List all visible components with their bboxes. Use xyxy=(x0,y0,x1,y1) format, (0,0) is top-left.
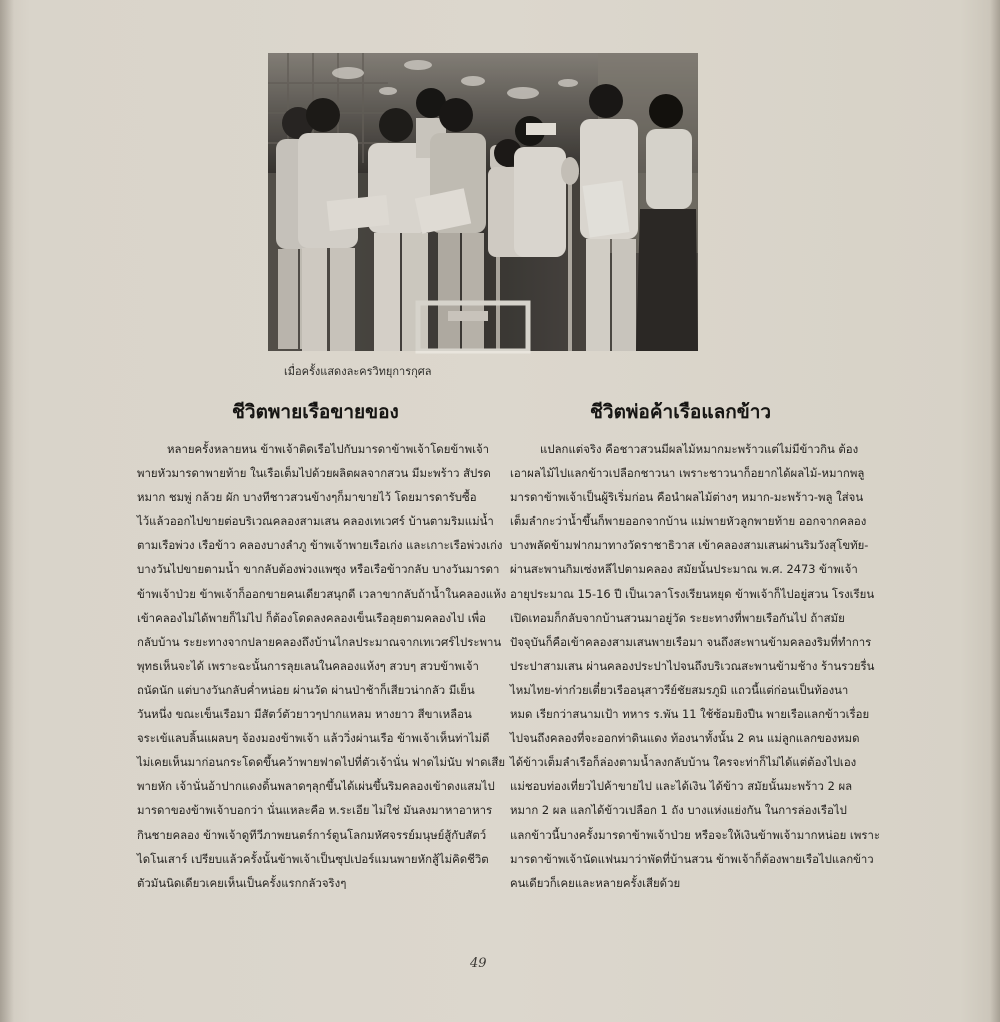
text-line: มารดาของข้าพเจ้าบอกว่า นั่นแหละคือ ห.ระเอีย ไม่ใช่ มันลงมาหาอาหาร xyxy=(137,803,493,818)
text-line: วันหนึ่ง ขณะเข็นเรือมา มีสัตว์ตัวยาวๆปากแหลม หางยาว สีขาเหลือน xyxy=(137,707,472,722)
text-line: หมาก ชมพู่ กล้วย ผัก บางทีชาวสวนข้างๆก็มาขายไว้ โดยมารดารับซื้อ xyxy=(137,490,477,505)
text-line: หมาก 2 ผล แลกได้ข้าวเปลือก 1 ถัง บางแห่งแย่งกัน ในการล่องเรือไป xyxy=(510,803,847,818)
text-line: เอาผลไม้ไปแลกข้าวเปลือกชาวนา เพราะชาวนาก็อยากได้ผลไม้-หมากพลู xyxy=(510,466,865,481)
right-column-title: ชีวิตพ่อค้าเรือแลกข้าว xyxy=(590,401,772,423)
text-line: พายหัวมารดาพายท้าย ในเรือเต็มไปด้วยผลิตผลจากสวน มีมะพร้าว สัปรด xyxy=(137,466,491,481)
text-line: ไปจนถึงคลองที่จะออกท่าดินแดง ท้องนาทั้งนั้น 2 คน แม่ลูกแลกของหมด xyxy=(510,731,860,746)
text-line: มารดาข้าพเจ้าเป็นผู้ริเริ่มก่อน คือนำผลไม้ต่างๆ หมาก-มะพร้าว-พลู ใส่จน xyxy=(510,490,864,505)
text-line: บางวันไปขายตามน้ำ ขากลับต้องพ่วงแพซุง หรือเรือข้าวกลับ บางวันมารดา xyxy=(137,562,500,577)
text-line: ประปาสามเสน ผ่านคลองประปาไปจนถึงบริเวณสะพานข้ามช้าง ร้านรวยรื่น xyxy=(510,658,875,673)
text-line: มารดาข้าพเจ้านัดแฟนมาว่าพัดที่บ้านสวน ข้าพเจ้าก็ต้องพายเรือไปแลกข้าว xyxy=(510,851,874,866)
text-line: ตามเรือพ่วง เรือข้าว คลองบางลำภู ข้าพเจ้าพายเรือเก่ง และเกาะเรือพ่วงเก่ง xyxy=(137,538,503,553)
text-line: จระเข้แลบลิ้นแผลบๆ จ้องมองข้าพเจ้า แล้ววิ่งผ่านเรือ ข้าพเจ้าเห็นท่าไม่ดี xyxy=(137,731,490,746)
text-line: เต็มลำกะว่าน้ำขึ้นก็พายออกจากบ้าน แม่พายหัวลูกพายท้าย ออกจากคลอง xyxy=(510,514,867,529)
text-line: แลกข้าวนี้บางครั้งมารดาข้าพเจ้าป่วย หรือจะให้เงินข้าพเจ้ามากหน่อย เพราะ xyxy=(510,827,880,842)
text-line: แปลกแต่จริง คือชาวสวนมีผลไม้หมากมะพร้าวแต่ไม่มีข้าวกิน ต้อง xyxy=(540,442,859,456)
left-column-title: ชีวิตพายเรือขายของ xyxy=(232,401,399,423)
radio-drama-photo xyxy=(268,53,698,351)
text-line: บางพลัดข้ามฟากมาทางวัดราชาธิวาส เข้าคลองสามเสนผ่านริมวังสุโขทัย- xyxy=(510,538,869,553)
text-line: พุทธเห็นจะได้ เพราะฉะนั้นการลุยเลนในคลองแห้งๆ สวบๆ สวบข้าพเจ้า xyxy=(137,658,479,673)
page-edge-shadow xyxy=(990,0,1000,1022)
right-column-text xyxy=(510,437,880,895)
photo-caption: เมื่อครั้งแสดงละครวิทยุการกุศล xyxy=(284,365,432,378)
text-line: ตัวมันนิดเดียวเคยเห็นเป็นครั้งแรกกลัวจริงๆ xyxy=(137,875,347,890)
page-gutter-shadow xyxy=(0,0,14,1022)
text-line: พายหัก เจ้านั่นอ้าปากแดงดิ้นพลาดๆลุกขึ้นได้เผ่นขึ้นริมคลองเข้าดงแสมไป xyxy=(137,779,495,794)
text-line: ผ่านสะพานกิมเซ่งหลีไปตามคลอง สมัยนั้นประมาณ พ.ศ. 2473 ข้าพเจ้า xyxy=(510,562,858,577)
text-line: ข้าพเจ้าป่วย ข้าพเจ้าก็ออกขายคนเดียวสนุกดี เวลาขากลับถ้าน้ำในคลองแห้ง xyxy=(137,586,507,601)
text-line: ได้ข้าวเต็มลำเรือก็ล่องตามน้ำลงกลับบ้าน ใครจะท่าก็ไม่ได้แต่ต้องไปเอง xyxy=(510,755,857,770)
text-line: ไว้แล้วออกไปขายต่อบริเวณคลองสามเสน คลองเทเวศร์ บ้านตามริมแม่น้ำ xyxy=(137,514,494,529)
text-line: ไม่เคยเห็นมาก่อนกระโดดขึ้นคว้าพายฟาดไปที่ตัวเจ้านั่น ฟาดไม่นับ ฟาดเสีย xyxy=(137,755,506,770)
text-line: กลับบ้าน ระยะทางจากปลายคลองถึงบ้านไกลประมาณจากเทเวศร์ไประพาน xyxy=(137,634,502,649)
text-line: ไหมไทย-ท่าก๋วยเตี๋ยวเรืออนุสาวรีย์ชัยสมรภูมิ แถวนี้แต่ก่อนเป็นท้องนา xyxy=(510,682,849,697)
text-line: เข้าคลองไม่ได้พายก็ไม่ไป ก็ต้องโดดลงคลองเข็นเรือลุยตามคลองไป เพื่อ xyxy=(137,610,486,625)
text-line: อายุประมาณ 15-16 ปี เป็นเวลาโรงเรียนหยุด ข้าพเจ้าก็ไปอยู่สวน โรงเรียน xyxy=(510,586,875,601)
text-line: ถนัดนัก แต่บางวันกลับค่ำหน่อย ผ่านวัด ผ่านป่าช้าก็เสียวน่ากลัว มีเย็น xyxy=(137,682,475,697)
text-line: คนเดียวก็เคยและหลายครั้งเสียด้วย xyxy=(510,875,681,890)
text-line: ปัจจุบันก็คือเข้าคลองสามเสนพายเรือมา จนถึงสะพานข้ามคลองริมที่ทำการ xyxy=(510,634,872,649)
photo-illustration xyxy=(268,53,698,351)
text-line: แม่ชอบท่องเที่ยวไปค้าขายไป และได้เงิน ได้ข้าว สมัยนั้นมะพร้าว 2 ผล xyxy=(510,779,853,794)
page-number: 49 xyxy=(470,956,487,971)
text-line: เปิดเทอมก็กลับจากบ้านสวนมาอยู่วัด ระยะทางที่พายเรือกันไป ถ้าสมัย xyxy=(510,610,845,625)
text-line: หลายครั้งหลายหน ข้าพเจ้าติดเรือไปกับมารดาข้าพเจ้าโดยข้าพเจ้า xyxy=(167,442,490,456)
left-column-text xyxy=(137,437,507,895)
text-line: ไดโนเสาร์ เปรียบแล้วครั้งนั้นข้าพเจ้าเป็นซุปเปอร์แมนพายหักสู้ไม่คิดชีวิต xyxy=(137,851,489,866)
text-line: หมด เรียกว่าสนามเป้า ทหาร ร.พัน 11 ใช้ซ้อมยิงปืน พายเรือแลกข้าวเรื่อย xyxy=(510,707,870,722)
text-line: กินชายคลอง ข้าพเจ้าดูทีวีภาพยนตร์การ์ตูนโลกมหัศจรรย์มนุษย์สู้กับสัตว์ xyxy=(137,827,487,842)
